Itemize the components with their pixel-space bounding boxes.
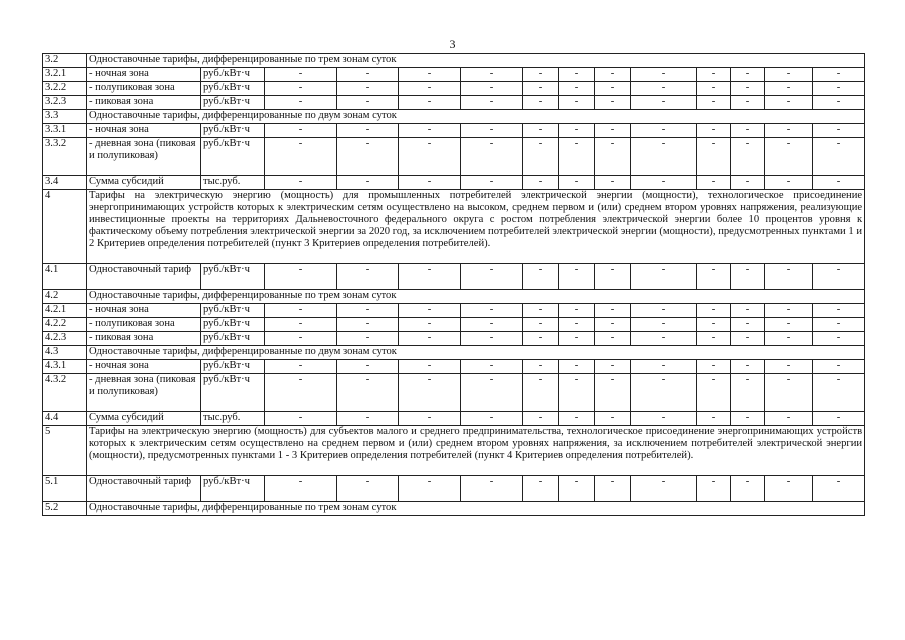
tariff-table — [42, 53, 865, 516]
value-cell: - — [399, 138, 461, 176]
value-cell: - — [631, 476, 697, 502]
row-number: 3.2.2 — [43, 82, 87, 96]
section-title: Одноставочные тарифы, дифференцированные по трем зонам суток — [87, 54, 865, 68]
section-title: Одноставочные тарифы, дифференцированные по трем зонам суток — [87, 290, 865, 304]
value-cell: - — [337, 68, 399, 82]
value-cell: - — [731, 476, 765, 502]
value-cell: - — [813, 82, 865, 96]
value-cell: - — [461, 264, 523, 290]
value-cell: - — [265, 68, 337, 82]
value-cell: - — [697, 304, 731, 318]
unit-cell: руб./кВт·ч — [201, 68, 265, 82]
value-cell: - — [631, 412, 697, 426]
value-cell: - — [337, 318, 399, 332]
unit-cell: руб./кВт·ч — [201, 82, 265, 96]
value-cell: - — [731, 304, 765, 318]
value-cell: - — [697, 332, 731, 346]
table-row — [43, 304, 865, 318]
value-cell: - — [337, 332, 399, 346]
row-label: - полупиковая зона — [87, 82, 201, 96]
table-row — [43, 264, 865, 290]
value-cell: - — [813, 332, 865, 346]
value-cell: - — [265, 318, 337, 332]
value-cell: - — [265, 360, 337, 374]
value-cell: - — [265, 412, 337, 426]
value-cell: - — [595, 476, 631, 502]
row-number: 3.2.3 — [43, 96, 87, 110]
value-cell: - — [813, 304, 865, 318]
value-cell: - — [813, 264, 865, 290]
value-cell: - — [559, 318, 595, 332]
row-label: - ночная зона — [87, 304, 201, 318]
value-cell: - — [523, 318, 559, 332]
value-cell: - — [265, 374, 337, 412]
value-cell: - — [461, 96, 523, 110]
row-label: - дневная зона (пиковая и полупиковая) — [87, 374, 201, 412]
value-cell: - — [523, 124, 559, 138]
unit-cell: руб./кВт·ч — [201, 124, 265, 138]
value-cell: - — [765, 176, 813, 190]
row-label: Сумма субсидий — [87, 412, 201, 426]
value-cell: - — [731, 68, 765, 82]
value-cell: - — [523, 68, 559, 82]
value-cell: - — [731, 138, 765, 176]
table-row — [43, 54, 865, 68]
value-cell: - — [813, 374, 865, 412]
row-label: - пиковая зона — [87, 96, 201, 110]
value-cell: - — [461, 476, 523, 502]
value-cell: - — [265, 476, 337, 502]
value-cell: - — [399, 476, 461, 502]
value-cell: - — [559, 304, 595, 318]
value-cell: - — [559, 264, 595, 290]
row-number: 4.3.2 — [43, 374, 87, 412]
value-cell: - — [697, 264, 731, 290]
value-cell: - — [337, 96, 399, 110]
value-cell: - — [631, 82, 697, 96]
page-number: 3 — [449, 37, 456, 51]
value-cell: - — [631, 176, 697, 190]
row-number: 4.3 — [43, 346, 87, 360]
value-cell: - — [595, 264, 631, 290]
unit-cell: руб./кВт·ч — [201, 264, 265, 290]
row-number: 3.2 — [43, 54, 87, 68]
value-cell: - — [595, 138, 631, 176]
value-cell: - — [559, 374, 595, 412]
row-number: 5.1 — [43, 476, 87, 502]
value-cell: - — [559, 68, 595, 82]
table-row — [43, 412, 865, 426]
value-cell: - — [595, 304, 631, 318]
value-cell: - — [595, 318, 631, 332]
value-cell: - — [461, 82, 523, 96]
value-cell: - — [399, 176, 461, 190]
value-cell: - — [765, 124, 813, 138]
value-cell: - — [559, 176, 595, 190]
value-cell: - — [523, 304, 559, 318]
value-cell: - — [765, 304, 813, 318]
unit-cell: руб./кВт·ч — [201, 332, 265, 346]
value-cell: - — [265, 304, 337, 318]
value-cell: - — [765, 138, 813, 176]
value-cell: - — [523, 412, 559, 426]
value-cell: - — [765, 360, 813, 374]
value-cell: - — [461, 176, 523, 190]
row-label: Сумма субсидий — [87, 176, 201, 190]
value-cell: - — [523, 374, 559, 412]
value-cell: - — [731, 318, 765, 332]
value-cell: - — [697, 96, 731, 110]
value-cell: - — [559, 124, 595, 138]
value-cell: - — [731, 124, 765, 138]
section-title: Одноставочные тарифы, дифференцированные по двум зонам суток — [87, 346, 865, 360]
value-cell: - — [765, 264, 813, 290]
value-cell: - — [765, 374, 813, 412]
value-cell: - — [337, 360, 399, 374]
value-cell: - — [697, 318, 731, 332]
value-cell: - — [399, 332, 461, 346]
table-row — [43, 68, 865, 82]
row-number: 3.4 — [43, 176, 87, 190]
value-cell: - — [813, 176, 865, 190]
unit-cell: руб./кВт·ч — [201, 476, 265, 502]
row-label: - дневная зона (пиковая и полупиковая) — [87, 138, 201, 176]
value-cell: - — [461, 412, 523, 426]
value-cell: - — [265, 124, 337, 138]
value-cell: - — [399, 96, 461, 110]
value-cell: - — [631, 96, 697, 110]
value-cell: - — [813, 360, 865, 374]
value-cell: - — [697, 360, 731, 374]
row-number: 4.1 — [43, 264, 87, 290]
value-cell: - — [595, 68, 631, 82]
value-cell: - — [631, 318, 697, 332]
value-cell: - — [559, 332, 595, 346]
value-cell: - — [337, 412, 399, 426]
value-cell: - — [559, 476, 595, 502]
value-cell: - — [731, 96, 765, 110]
value-cell: - — [813, 96, 865, 110]
value-cell: - — [765, 68, 813, 82]
value-cell: - — [559, 360, 595, 374]
value-cell: - — [337, 176, 399, 190]
value-cell: - — [399, 374, 461, 412]
value-cell: - — [731, 82, 765, 96]
value-cell: - — [765, 412, 813, 426]
value-cell: - — [461, 68, 523, 82]
row-number: 4.3.1 — [43, 360, 87, 374]
value-cell: - — [765, 82, 813, 96]
value-cell: - — [337, 138, 399, 176]
unit-cell: руб./кВт·ч — [201, 374, 265, 412]
value-cell: - — [265, 176, 337, 190]
value-cell: - — [337, 476, 399, 502]
value-cell: - — [337, 124, 399, 138]
value-cell: - — [461, 374, 523, 412]
value-cell: - — [631, 68, 697, 82]
table-row — [43, 138, 865, 176]
value-cell: - — [337, 374, 399, 412]
value-cell: - — [731, 264, 765, 290]
value-cell: - — [337, 264, 399, 290]
value-cell: - — [813, 124, 865, 138]
unit-cell: руб./кВт·ч — [201, 138, 265, 176]
value-cell: - — [765, 96, 813, 110]
table-row — [43, 426, 865, 476]
unit-cell: тыс.руб. — [201, 176, 265, 190]
section-description: Тарифы на электрическую энергию (мощность) для промышленных потребителей электрической энергии (мощности), технологическое присоединение энергопринимающих устройств которых к электрическим сетям осуществлено на высоком, среднем первом и (или) среднем втором уровнях напряжения, реализующие инвестиционные проекты на территориях Дальневосточного федерального округа с ростом потребления электрической энергии более 10 процентов уровня к фактическому объему потребления электрической энергии за 2020 год, за исключением потребителей электрической энергии (мощности), предусмотренных пунктами 1 и 2 Критериев определения потребителей (пункт 3 Критериев определения потребителей). — [87, 190, 865, 264]
row-number: 4.2.3 — [43, 332, 87, 346]
value-cell: - — [559, 412, 595, 426]
value-cell: - — [399, 412, 461, 426]
value-cell: - — [631, 332, 697, 346]
value-cell: - — [523, 96, 559, 110]
value-cell: - — [559, 138, 595, 176]
value-cell: - — [399, 264, 461, 290]
row-label: - ночная зона — [87, 68, 201, 82]
value-cell: - — [631, 374, 697, 412]
value-cell: - — [399, 304, 461, 318]
value-cell: - — [399, 360, 461, 374]
row-label: - ночная зона — [87, 360, 201, 374]
value-cell: - — [399, 82, 461, 96]
value-cell: - — [697, 412, 731, 426]
value-cell: - — [595, 82, 631, 96]
unit-cell: руб./кВт·ч — [201, 318, 265, 332]
row-label: - ночная зона — [87, 124, 201, 138]
value-cell: - — [813, 318, 865, 332]
row-number: 4.2 — [43, 290, 87, 304]
value-cell: - — [523, 176, 559, 190]
row-number: 4.4 — [43, 412, 87, 426]
value-cell: - — [265, 82, 337, 96]
section-title: Одноставочные тарифы, дифференцированные по трем зонам суток — [87, 502, 865, 516]
value-cell: - — [813, 412, 865, 426]
value-cell: - — [265, 264, 337, 290]
value-cell: - — [697, 476, 731, 502]
value-cell: - — [813, 138, 865, 176]
value-cell: - — [461, 124, 523, 138]
value-cell: - — [523, 264, 559, 290]
value-cell: - — [631, 124, 697, 138]
value-cell: - — [595, 332, 631, 346]
value-cell: - — [631, 360, 697, 374]
value-cell: - — [631, 304, 697, 318]
value-cell: - — [337, 304, 399, 318]
value-cell: - — [337, 82, 399, 96]
row-number: 4.2.1 — [43, 304, 87, 318]
row-number: 4 — [43, 190, 87, 264]
value-cell: - — [265, 332, 337, 346]
value-cell: - — [595, 360, 631, 374]
value-cell: - — [461, 318, 523, 332]
value-cell: - — [731, 374, 765, 412]
table-row — [43, 360, 865, 374]
value-cell: - — [765, 332, 813, 346]
table-row — [43, 96, 865, 110]
value-cell: - — [697, 138, 731, 176]
value-cell: - — [697, 68, 731, 82]
row-number: 5 — [43, 426, 87, 476]
table-row — [43, 290, 865, 304]
row-number: 4.2.2 — [43, 318, 87, 332]
value-cell: - — [697, 176, 731, 190]
value-cell: - — [559, 96, 595, 110]
table-row — [43, 110, 865, 124]
value-cell: - — [813, 476, 865, 502]
section-title: Одноставочные тарифы, дифференцированные по двум зонам суток — [87, 110, 865, 124]
value-cell: - — [631, 138, 697, 176]
table-row — [43, 82, 865, 96]
value-cell: - — [595, 96, 631, 110]
row-number: 3.3.2 — [43, 138, 87, 176]
value-cell: - — [595, 124, 631, 138]
value-cell: - — [523, 360, 559, 374]
value-cell: - — [559, 82, 595, 96]
value-cell: - — [399, 318, 461, 332]
value-cell: - — [731, 412, 765, 426]
table-row — [43, 332, 865, 346]
value-cell: - — [631, 264, 697, 290]
value-cell: - — [697, 82, 731, 96]
value-cell: - — [461, 360, 523, 374]
table-row — [43, 476, 865, 502]
row-number: 3.3.1 — [43, 124, 87, 138]
value-cell: - — [731, 332, 765, 346]
value-cell: - — [731, 360, 765, 374]
value-cell: - — [461, 304, 523, 318]
value-cell: - — [461, 332, 523, 346]
unit-cell: руб./кВт·ч — [201, 304, 265, 318]
value-cell: - — [461, 138, 523, 176]
value-cell: - — [265, 96, 337, 110]
value-cell: - — [697, 124, 731, 138]
value-cell: - — [523, 332, 559, 346]
unit-cell: руб./кВт·ч — [201, 96, 265, 110]
unit-cell: руб./кВт·ч — [201, 360, 265, 374]
unit-cell: тыс.руб. — [201, 412, 265, 426]
row-number: 3.3 — [43, 110, 87, 124]
row-label: Одноставочный тариф — [87, 476, 201, 502]
row-number: 3.2.1 — [43, 68, 87, 82]
value-cell: - — [595, 374, 631, 412]
table-row — [43, 346, 865, 360]
row-label: Одноставочный тариф — [87, 264, 201, 290]
value-cell: - — [595, 412, 631, 426]
value-cell: - — [765, 476, 813, 502]
row-label: - пиковая зона — [87, 332, 201, 346]
value-cell: - — [265, 138, 337, 176]
section-description: Тарифы на электрическую энергию (мощность) для субъектов малого и среднего предпринимательства, технологическое присоединение энергопринимающих устройств которых к электрическим сетям осуществлено на среднем первом и (или) среднем втором уровнях напряжения, за исключением потребителей электрической энергии (мощности), предусмотренных пунктами 1 - 3 Критериев определения потребителей (пункт 4 Критериев определения потребителей). — [87, 426, 865, 476]
table-row — [43, 374, 865, 412]
value-cell: - — [595, 176, 631, 190]
table-row — [43, 176, 865, 190]
value-cell: - — [731, 176, 765, 190]
value-cell: - — [765, 318, 813, 332]
value-cell: - — [399, 124, 461, 138]
value-cell: - — [813, 68, 865, 82]
table-row — [43, 124, 865, 138]
value-cell: - — [523, 138, 559, 176]
value-cell: - — [399, 68, 461, 82]
value-cell: - — [523, 476, 559, 502]
table-row — [43, 190, 865, 264]
value-cell: - — [697, 374, 731, 412]
row-label: - полупиковая зона — [87, 318, 201, 332]
table-row — [43, 318, 865, 332]
row-number: 5.2 — [43, 502, 87, 516]
value-cell: - — [523, 82, 559, 96]
table-row — [43, 502, 865, 516]
